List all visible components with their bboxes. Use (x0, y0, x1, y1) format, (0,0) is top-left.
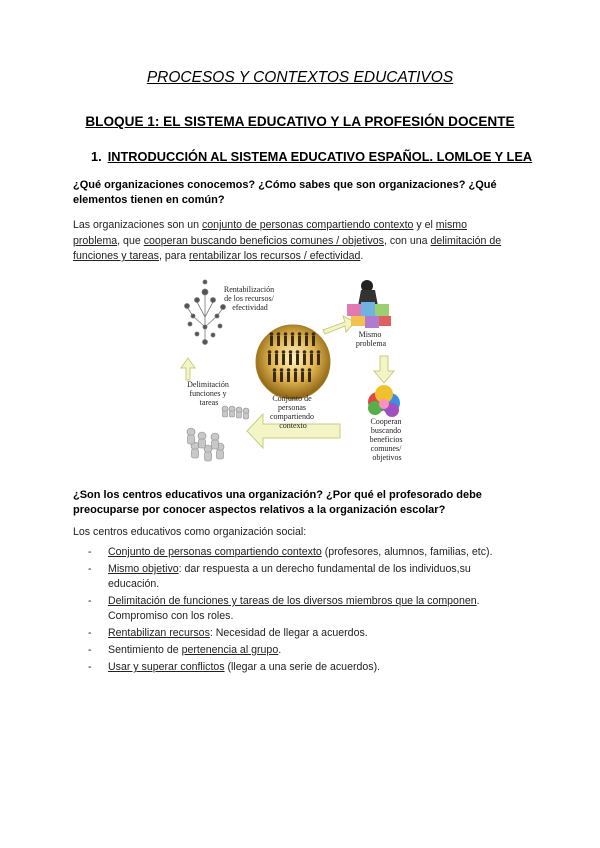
underlined-text: mismo (435, 219, 467, 231)
underlined-text: cooperan buscando beneficios comunes / objetivos (143, 234, 384, 247)
paragraph-centros: Los centros educativos como organización social: (73, 526, 307, 538)
question-1-line-2: elementos tienen en común? (73, 194, 225, 206)
list-item: - Rentabilizan recursos: Necesidad de llegar a acuerdos. (88, 627, 368, 639)
text: , con una (383, 234, 431, 247)
arrow-down (374, 356, 394, 383)
paragraph-organizations (73, 218, 523, 265)
cooperating-heads-icon (368, 385, 400, 417)
puzzle-icon (347, 280, 391, 328)
arrow-right-top (323, 316, 355, 334)
text: Compromiso con los roles. (108, 610, 234, 622)
text: Las organizaciones son un (73, 219, 202, 231)
question-2 (73, 488, 533, 518)
underlined-text: Mismo objetivo (108, 563, 179, 575)
underlined-text: pertenencia al grupo (181, 644, 279, 656)
underlined-text: Conjunto de personas compartiendo contexto (108, 546, 322, 558)
block-heading: BLOQUE 1: EL SISTEMA EDUCATIVO Y LA PROFESIÓN DOCENTE (85, 114, 515, 129)
text: (profesores, alumnos, familias, etc). (321, 546, 493, 558)
text: Sentimiento de (108, 644, 182, 656)
section-number: 1. (91, 149, 102, 164)
list-item: - Mismo objetivo: dar respuesta a un derecho fundamental de los individuos,su educación. (88, 563, 471, 590)
list-item: - Conjunto de personas compartiendo contexto (profesores, alumnos, familias, etc). (88, 546, 493, 558)
characteristics-list (73, 545, 523, 677)
text: educación. (108, 578, 160, 590)
text: , que (117, 234, 144, 247)
pawn-group-icon (187, 406, 249, 461)
organization-diagram (175, 272, 425, 464)
list-item: - Delimitación de funciones y tareas de los diversos miembros que la componen. Compromiso con los roles. (88, 595, 480, 622)
label-conjunto: Conjunto de personas compartiendo contexto (270, 394, 314, 430)
text: : dar respuesta a un derecho fundamental de los individuos,su (178, 563, 471, 575)
question-1 (73, 178, 533, 208)
underlined-text: funciones y tareas (73, 250, 159, 262)
text: . (476, 595, 480, 607)
underlined-text: conjunto de personas compartiendo contexto (201, 219, 414, 231)
list-item: - Usar y superar conflictos (llegar a una serie de acuerdos). (88, 661, 381, 673)
underlined-text: Usar y superar conflictos (108, 661, 225, 673)
section-title: INTRODUCCIÓN AL SISTEMA EDUCATIVO ESPAÑOL. LOMLOE Y LEA (107, 149, 533, 164)
underlined-text: delimitación de (430, 234, 502, 247)
arrow-up (181, 358, 195, 380)
question-2-line-2: preocuparse por conocer aspectos relativos a la organización escolar? (73, 504, 446, 516)
underlined-text: rentabilizar los recursos / efectividad (189, 250, 361, 262)
text: : Necesidad de llegar a acuerdos. (209, 627, 368, 639)
label-rentabilizacion: Rentabilización de los recursos/ efectividad (223, 285, 275, 312)
question-1-line-1: ¿Qué organizaciones conocemos? ¿Cómo sabes que son organizaciones? ¿Qué (73, 179, 497, 191)
text: . (360, 250, 364, 262)
text: , para (158, 250, 190, 262)
document-title: PROCESOS Y CONTEXTOS EDUCATIVOS (146, 69, 454, 86)
underlined-text: Rentabilizan recursos (108, 627, 210, 639)
text: . (278, 644, 282, 656)
question-2-line-1: ¿Son los centros educativos una organización? ¿Por qué el profesorado debe (73, 489, 482, 501)
text: y el (413, 219, 436, 231)
label-mismo-problema: Mismo problema (355, 330, 387, 348)
text: (llegar a una serie de acuerdos). (224, 661, 381, 673)
section-heading (91, 149, 532, 164)
underlined-text: Delimitación de funciones y tareas de los diversos miembros que la componen (108, 595, 477, 607)
label-delimitacion: Delimitación funciones y tareas (187, 380, 229, 407)
underlined-text: problema (73, 234, 118, 247)
list-item: - Sentimiento de pertenencia al grupo. (88, 644, 282, 656)
label-cooperan: Cooperan buscando beneficios comunes/ objetivos (369, 417, 403, 462)
network-tree-icon (185, 280, 226, 345)
